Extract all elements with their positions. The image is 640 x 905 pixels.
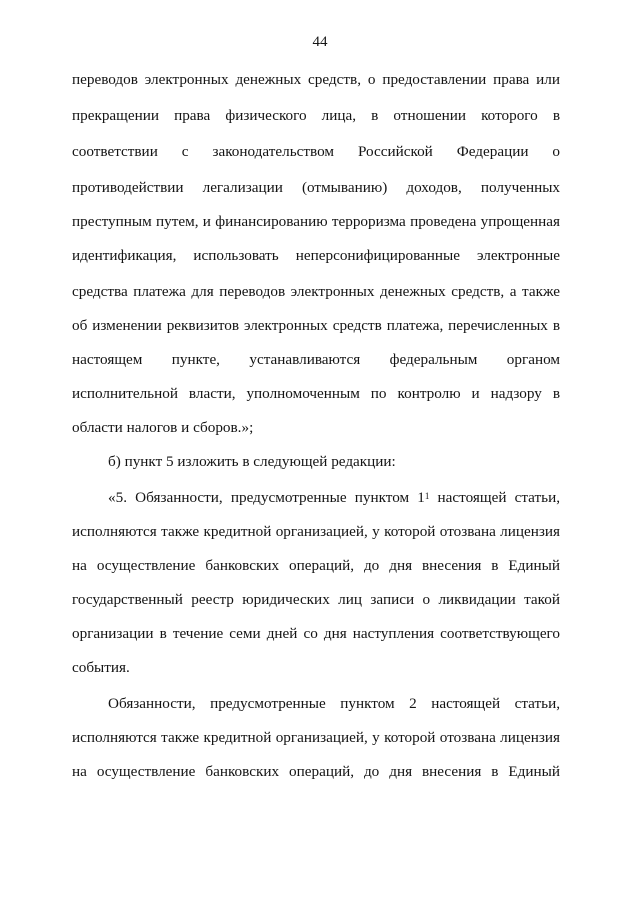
text-line: организации в течение семи дней со дня наступления соответствующего [72,625,560,642]
text-line: противодействии легализации (отмыванию) доходов, полученных [72,179,560,196]
text-line: переводов электронных денежных средств, о предоставлении права или [72,71,560,88]
text-fragment: «5. Обязанности, предусмотренные пунктом 1 [108,489,425,506]
text-line: соответствии с законодательством Российской Федерации о [72,143,560,160]
paragraph-first-line: б) пункт 5 изложить в следующей редакции: [108,453,396,470]
text-line: исполняются также кредитной организацией, у которой отозвана лицензия [72,729,560,746]
text-line: об изменении реквизитов электронных средств платежа, перечисленных в [72,317,560,334]
text-line: на осуществление банковских операций, до дня внесения в Единый [72,763,560,780]
paragraph-first-line [108,488,560,508]
text-line: события. [72,659,130,676]
text-line: прекращении права физического лица, в отношении которого в [72,107,560,124]
text-line: исполняются также кредитной организацией, у которой отозвана лицензия [72,523,560,540]
text-fragment: настоящей статьи, [437,489,561,506]
text-line: на осуществление банковских операций, до дня внесения в Единый [72,557,560,574]
paragraph-first-line: Обязанности, предусмотренные пунктом 2 настоящей статьи, [108,695,560,712]
text-line: области налогов и сборов.»; [72,419,254,436]
page-number: 44 [312,34,328,50]
text-line: идентификация, использовать неперсонифицированные электронные [72,247,560,264]
text-line: настоящем пункте, устанавливаются федеральным органом [72,351,560,368]
text-line: государственный реестр юридических лиц записи о ликвидации такой [72,591,560,608]
text-line: преступным путем, и финансированию терроризма проведена упрощенная [72,213,560,230]
text-line: исполнительной власти, уполномоченным по контролю и надзору в [72,385,560,402]
superscript: 1 [424,491,430,501]
text-line: средства платежа для переводов электронных денежных средств, а также [72,283,560,300]
